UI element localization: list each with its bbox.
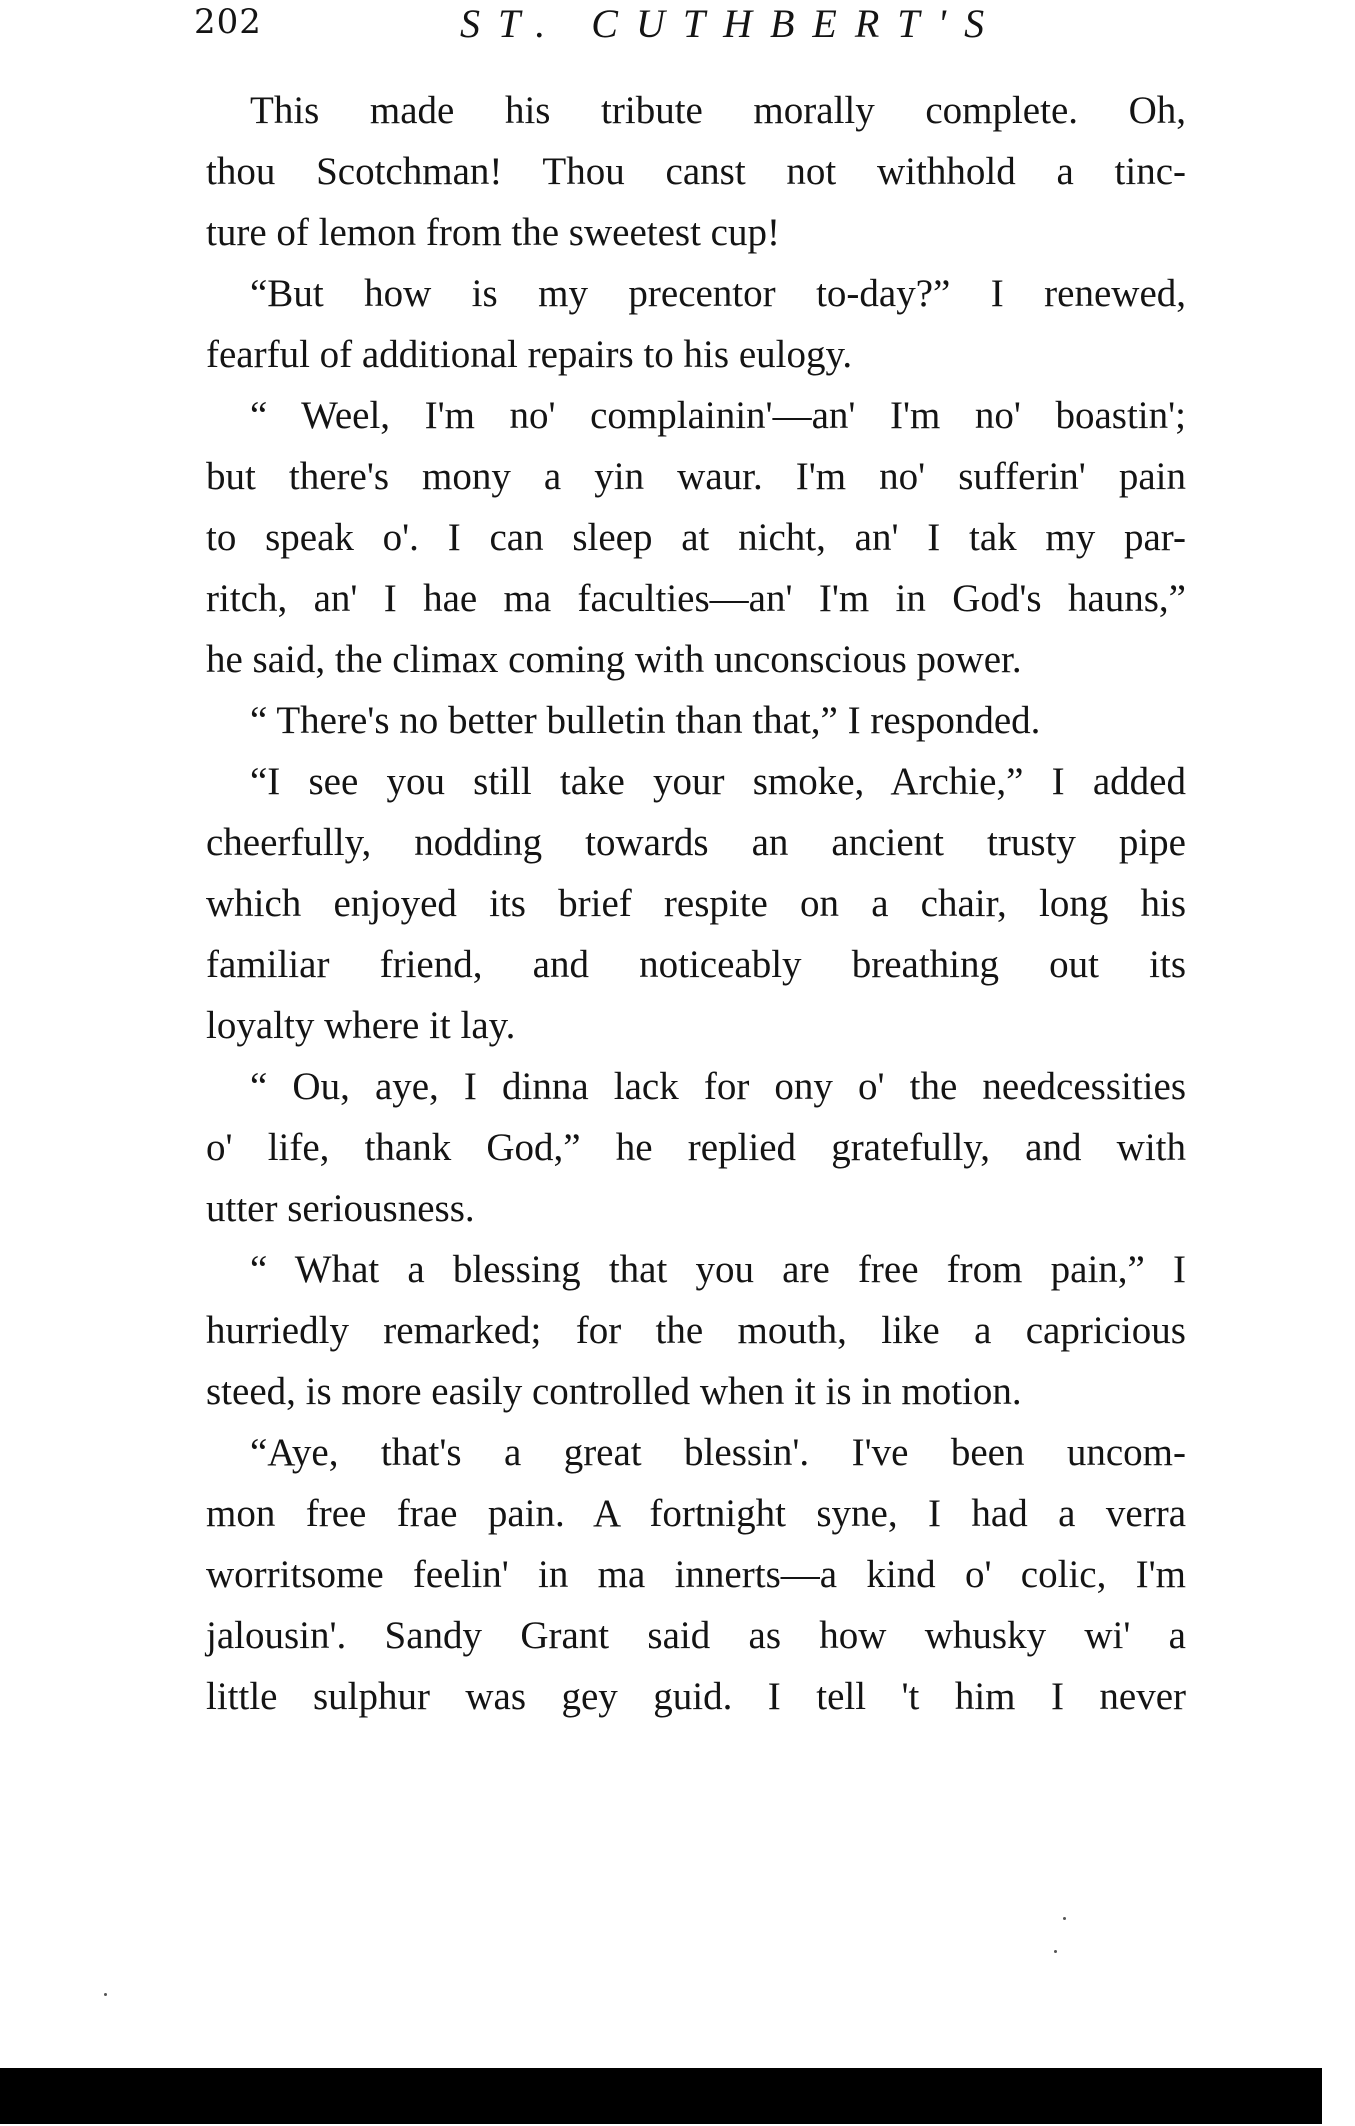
- text-line: utter seriousness.: [206, 1187, 475, 1230]
- text-line: fearful of additional repairs to his eulogy.: [206, 333, 853, 376]
- text-line: This made his tribute morally complete. Oh,: [250, 89, 1186, 132]
- scan-speck: [1054, 1950, 1057, 1953]
- text-line: which enjoyed its brief respite on a chair, long his: [206, 882, 1186, 925]
- text-line: “ What a blessing that you are free from pain,” I: [250, 1248, 1186, 1291]
- text-line: worritsome feelin' in ma innerts—a kind o' colic, I'm: [206, 1553, 1186, 1596]
- text-line: “But how is my precentor to-day?” I renewed,: [250, 272, 1186, 315]
- text-line: he said, the climax coming with unconscious power.: [206, 638, 1022, 681]
- text-line: thou Scotchman! Thou canst not withhold a tinc-: [206, 150, 1186, 193]
- text-line: little sulphur was gey guid. I tell 't him I never: [206, 1675, 1186, 1718]
- text-line: loyalty where it lay.: [206, 1004, 516, 1047]
- text-line: “ There's no better bulletin than that,” I responded.: [250, 699, 1041, 742]
- running-head: ST. CUTHBERT'S: [460, 1, 1003, 46]
- text-line: hurriedly remarked; for the mouth, like a capricious: [206, 1309, 1186, 1352]
- text-line: mon free frae pain. A fortnight syne, I had a verra: [206, 1492, 1186, 1535]
- text-line: o' life, thank God,” he replied gratefully, and with: [206, 1126, 1186, 1169]
- page-number: 202: [194, 2, 262, 42]
- scan-speck: [1063, 1917, 1066, 1920]
- text-line: cheerfully, nodding towards an ancient trusty pipe: [206, 821, 1186, 864]
- text-line: but there's mony a yin waur. I'm no' sufferin' pain: [206, 455, 1186, 498]
- text-line: ture of lemon from the sweetest cup!: [206, 211, 780, 254]
- text-line: “ Weel, I'm no' complainin'—an' I'm no' boastin';: [250, 394, 1186, 437]
- scan-edge-bar: [0, 2068, 1322, 2124]
- scan-speck: [104, 1993, 107, 1996]
- text-line: jalousin'. Sandy Grant said as how whusky wi' a: [206, 1614, 1186, 1657]
- text-line: “I see you still take your smoke, Archie,” I added: [250, 760, 1186, 803]
- body-text: [206, 80, 1186, 1727]
- text-line: to speak o'. I can sleep at nicht, an' I tak my par-: [206, 516, 1186, 559]
- text-line: “Aye, that's a great blessin'. I've been uncom-: [250, 1431, 1186, 1474]
- text-line: familiar friend, and noticeably breathing out its: [206, 943, 1186, 986]
- text-line: ritch, an' I hae ma faculties—an' I'm in God's hauns,”: [206, 577, 1186, 620]
- text-line: “ Ou, aye, I dinna lack for ony o' the needcessities: [250, 1065, 1186, 1108]
- text-line: steed, is more easily controlled when it is in motion.: [206, 1370, 1022, 1413]
